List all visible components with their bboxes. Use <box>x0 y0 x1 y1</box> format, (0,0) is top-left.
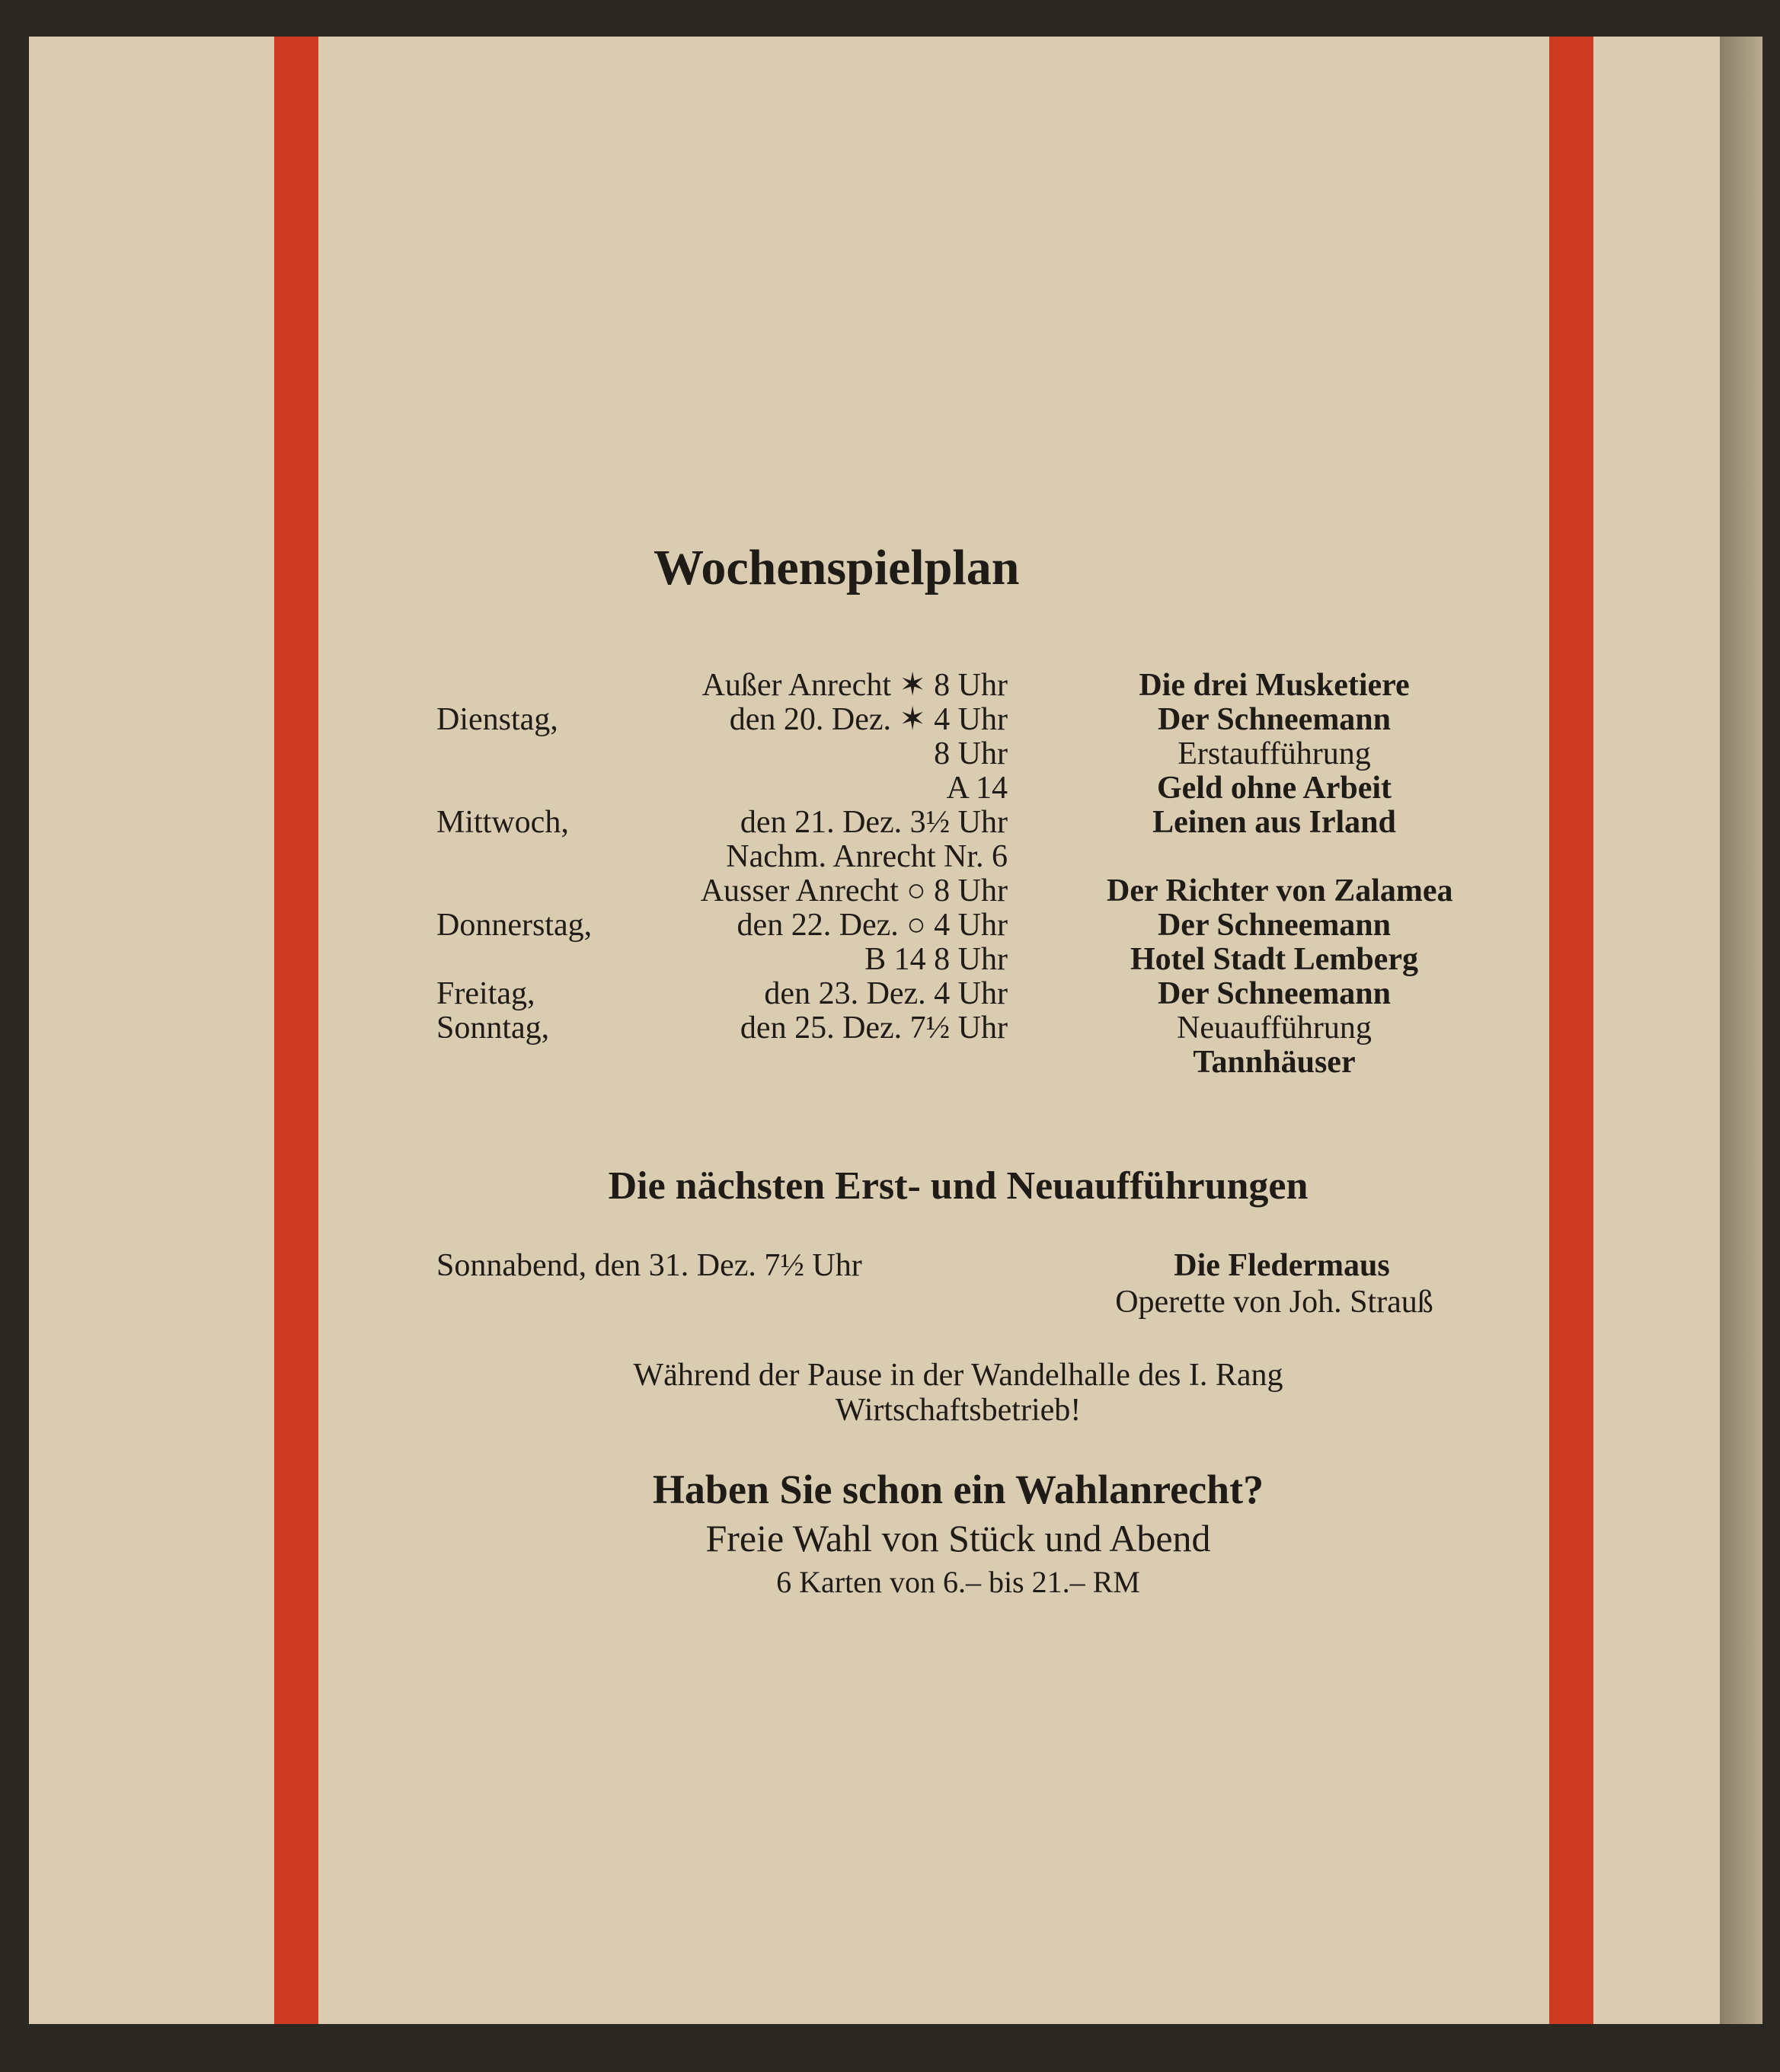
schedule-time: den 23. Dez. 4 Uhr <box>764 976 1008 1011</box>
upcoming-subtitle: Operette von Joh. Strauß <box>1115 1285 1433 1320</box>
schedule-time: Außer Anrecht ✶ 8 Uhr <box>701 668 1008 703</box>
schedule-row <box>436 1046 1503 1080</box>
schedule-play: Leinen aus Irland <box>1152 805 1396 840</box>
schedule-play: Hotel Stadt Lemberg <box>1130 942 1418 977</box>
schedule-row <box>436 737 1503 771</box>
schedule-time: A 14 <box>946 771 1008 806</box>
schedule-play: Der Schneemann <box>1157 908 1392 943</box>
schedule-row <box>436 977 1503 1011</box>
program-page <box>29 37 1762 2024</box>
subscription-promo <box>471 1464 1446 1603</box>
notice-line-1: Während der Pause in der Wandelhalle des I. Rang <box>633 1358 1283 1393</box>
schedule-time: B 14 8 Uhr <box>864 942 1008 977</box>
schedule-row <box>436 1011 1503 1046</box>
schedule-row <box>436 806 1503 840</box>
schedule-time: Ausser Anrecht ○ 8 Uhr <box>700 873 1008 908</box>
schedule-day: Mittwoch, <box>436 805 569 840</box>
page-title: Wochenspielplan <box>654 540 1020 595</box>
page-content <box>29 37 1762 2024</box>
notice-line-2: Wirtschaftsbetrieb! <box>835 1393 1082 1428</box>
upcoming-date: Sonnabend, den 31. Dez. 7½ Uhr <box>436 1248 862 1283</box>
schedule-play: Geld ohne Arbeit <box>1156 771 1392 806</box>
schedule-play: Die drei Musketiere <box>1139 668 1410 703</box>
weekly-schedule <box>436 669 1503 1080</box>
schedule-day: Donnerstag, <box>436 908 593 943</box>
upcoming-play: Die Fledermaus <box>1174 1248 1390 1283</box>
schedule-time: den 20. Dez. ✶ 4 Uhr <box>729 702 1008 737</box>
promo-question: Haben Sie schon ein Wahlanrecht? <box>652 1467 1264 1512</box>
schedule-play: Tannhäuser <box>1193 1045 1356 1080</box>
schedule-row <box>436 840 1503 874</box>
schedule-time: den 25. Dez. 7½ Uhr <box>740 1010 1008 1046</box>
schedule-row <box>436 874 1503 908</box>
schedule-time: 8 Uhr <box>934 736 1008 771</box>
schedule-day: Sonntag, <box>436 1010 550 1046</box>
schedule-play: Der Richter von Zalamea <box>1107 873 1453 908</box>
schedule-play: Der Schneemann <box>1157 702 1392 737</box>
schedule-row <box>436 771 1503 806</box>
promo-free-choice: Freie Wahl von Stück und Abend <box>705 1517 1211 1560</box>
schedule-time: den 22. Dez. ○ 4 Uhr <box>737 908 1008 943</box>
schedule-play: Neuaufführung <box>1177 1010 1372 1046</box>
schedule-row <box>436 669 1503 703</box>
schedule-play: Erstaufführung <box>1178 736 1371 771</box>
schedule-day: Dienstag, <box>436 702 558 737</box>
schedule-time: Nachm. Anrecht Nr. 6 <box>726 839 1008 874</box>
schedule-row <box>436 943 1503 977</box>
upcoming-heading: Die nächsten Erst- und Neuaufführungen <box>608 1164 1309 1208</box>
schedule-row <box>436 703 1503 737</box>
schedule-day: Freitag, <box>436 976 535 1011</box>
schedule-time: den 21. Dez. 3½ Uhr <box>740 805 1008 840</box>
promo-cards: 6 Karten von 6.– bis 21.– RM <box>776 1565 1140 1599</box>
intermission-notice <box>471 1358 1446 1428</box>
schedule-row <box>436 908 1503 943</box>
schedule-play: Der Schneemann <box>1157 976 1392 1011</box>
